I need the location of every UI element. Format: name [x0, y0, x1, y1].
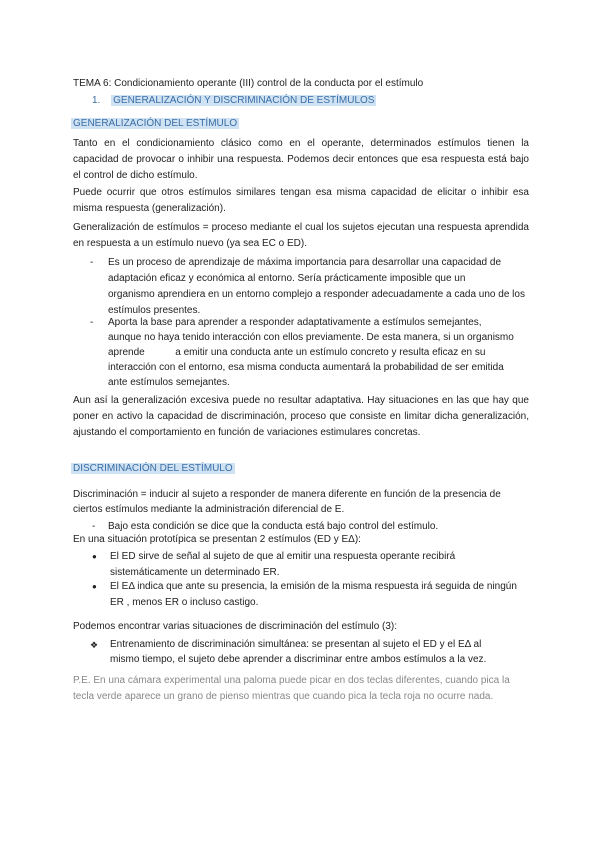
list-item-line: El EΔ indica que ante su presencia, la emisión de la misma respuesta irá seguida de ningún	[110, 581, 517, 592]
list-item-line: ER , menos ER o incluso castigo.	[110, 597, 259, 608]
example-line: P.E. En una cámara experimental una paloma puede picar en dos teclas diferentes, cuando pica la	[73, 675, 510, 686]
discriminacion-heading	[71, 461, 235, 477]
list-item-line: aunque no haya tenido interacción con ellos previamente. De esta manera, si un organismo	[108, 332, 514, 343]
list-item-line: organismo aprendiera en un entorno complejo a responder adecuadamente a cada uno de los	[108, 289, 525, 300]
list-item-line: mismo tiempo, el sujeto debe aprender a discriminar entre ambos estímulos a la vez.	[110, 654, 487, 665]
diamond-bullet-icon: ❖	[90, 640, 99, 650]
list-item-line: Entrenamiento de discriminación simultánea: se presentan al sujeto el ED y el EΔ al	[110, 639, 482, 650]
generalizacion-heading-text: GENERALIZACIÓN DEL ESTÍMULO	[73, 118, 238, 129]
list-item-line: aprende a emitir una conducta ante un estímulo concreto y resulta eficaz en su	[108, 347, 486, 358]
bullet-icon: ●	[92, 552, 97, 561]
discriminacion-heading-text: DISCRIMINACIÓN DEL ESTÍMULO	[73, 463, 233, 474]
generalizacion-paragraph-2: Puede ocurrir que otros estímulos similares tengan esa misma capacidad de elicitar o inhibir esa misma respuesta (generalización).	[73, 187, 529, 214]
list-item	[92, 549, 532, 581]
bullet-icon: ●	[92, 582, 97, 591]
list-item	[90, 315, 530, 395]
list-item-line: estímulos presentes.	[108, 305, 201, 316]
list-item-line: Es un proceso de aprendizaje de máxima importancia para desarrollar una capacidad de	[108, 257, 502, 268]
list-item-line: sistemáticamente un determinado ER.	[110, 567, 280, 578]
discriminacion-paragraph-3: Podemos encontrar varias situaciones de discriminación del estímulo (3):	[73, 621, 398, 632]
generalizacion-paragraph-4: Aun así la generalización excesiva puede no resultar adaptativa. Hay situaciones en las que hay que poner en activo la capacidad de discriminación, proceso que consiste en limitar dicha generalización, ajustando el comportamiento en función de variaciones estimulares concretas.	[73, 395, 529, 438]
generalizacion-paragraph-1: Tanto en el condicionamiento clásico como en el operante, determinados estímulos tienen la capacidad de provocar o inhibir una respuesta. Podemos decir entonces que esa respuesta está bajo el control de dicho estímulo.	[73, 138, 529, 181]
discriminacion-definition-line: ciertos estímulos mediante la administración diferencial de E.	[73, 504, 345, 515]
dash-marker: -	[90, 317, 94, 328]
example-line: tecla verde aparece un grano de pienso mientras que cuando pica la tecla roja no ocurre nada.	[73, 691, 494, 702]
list-item	[90, 255, 530, 319]
section-number: 1.	[92, 95, 101, 106]
section-label: GENERALIZACIÓN Y DISCRIMINACIÓN DE ESTÍMULOS	[113, 95, 375, 106]
generalizacion-definition: Generalización de estímulos = proceso mediante el cual los sujetos ejecutan una respuesta aprendida en respuesta a un estímulo nuevo (ya sea EC o ED).	[73, 222, 529, 249]
list-item-line: interacción con el entorno, esa misma conducta aumentará la probabilidad de ser emitida	[108, 362, 504, 373]
discriminacion-definition-line: Discriminación = inducir al sujeto a responder de manera diferente en función de la presencia de	[73, 489, 501, 500]
section-heading-1	[92, 93, 376, 109]
list-item-line: ante estímulos semejantes.	[108, 377, 230, 388]
list-item-line: adaptación eficaz y económica al entorno. Sería prácticamente imposible que un	[108, 273, 466, 284]
document-title: TEMA 6: Condicionamiento operante (III) control de la conducta por el estímulo	[73, 78, 424, 89]
list-item-line: Aporta la base para aprender a responder adaptativamente a estímulos semejantes,	[108, 317, 482, 328]
generalizacion-heading	[71, 116, 239, 132]
list-item	[90, 637, 530, 669]
dash-marker: -	[92, 521, 96, 532]
dash-marker: -	[90, 257, 94, 268]
list-item-text: Bajo esta condición se dice que la conducta está bajo control del estímulo.	[108, 521, 439, 532]
discriminacion-paragraph-2: En una situación prototípica se presentan 2 estímulos (ED y EΔ):	[73, 534, 361, 545]
list-item-line: El ED sirve de señal al sujeto de que al emitir una respuesta operante recibirá	[110, 551, 456, 562]
list-item	[92, 579, 532, 611]
